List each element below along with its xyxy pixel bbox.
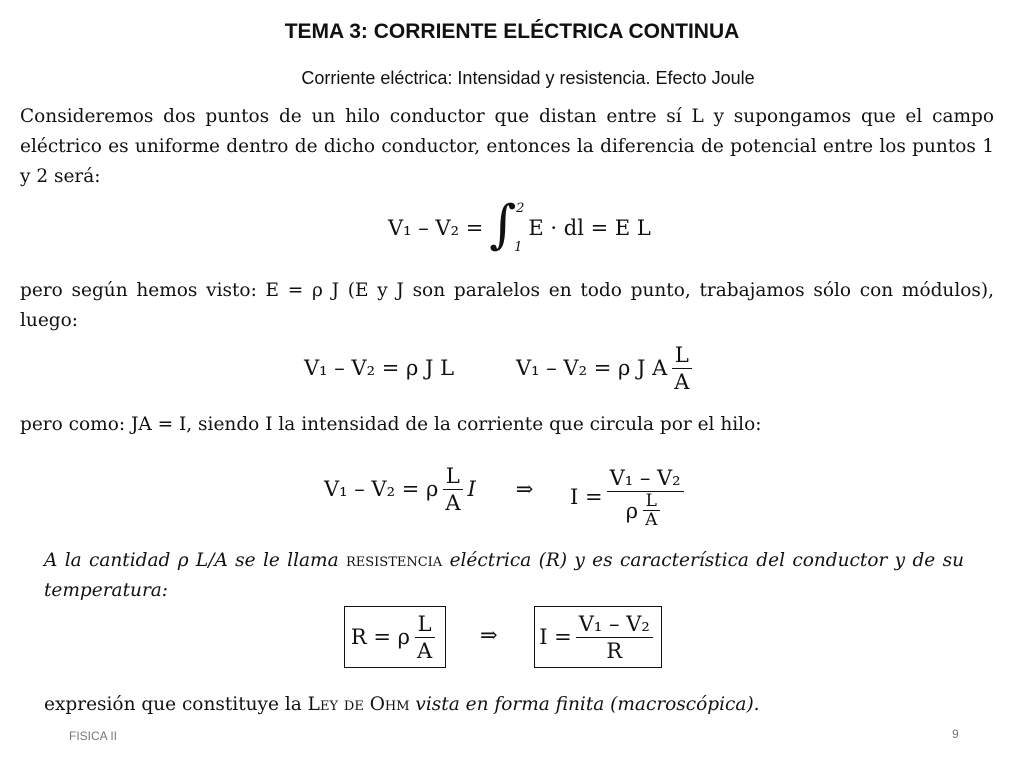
fraction-voltage-over-rhoLA [607, 465, 684, 529]
equation-potential-rhoJL [304, 348, 454, 388]
fraction-L-over-A [414, 611, 435, 664]
frac-den: R [606, 638, 623, 663]
eq2a: V₁ – V₂ = ρ J L [304, 356, 455, 380]
page-subtitle: Corriente eléctrica: Intensidad y resistencia. Efecto Joule [301, 68, 755, 88]
rho-symbol: ρ [625, 498, 639, 523]
implies-arrow: ⇒ [515, 477, 534, 501]
frac-num: L [643, 492, 660, 511]
paragraph-ohm-local: pero según hemos visto: E = ρ J (E y J son paralelos en todo punto, trabajamos sólo con módulos), luego: [20, 280, 994, 331]
footer-page-number: 9 [952, 727, 959, 741]
paragraph-intro: Consideremos dos puntos de un hilo conductor que distan entre sí L y supongamos que el campo eléctrico es uniforme dentro de dicho conductor, entonces la diferencia de potencial entre los puntos 1 y 2 será: [20, 106, 994, 187]
p5-term: Ley de Ohm [307, 694, 410, 715]
paragraph-resistance [44, 546, 964, 606]
eq1-lhs: V₁ – V₂ = [388, 216, 484, 240]
frac-num: V₁ – V₂ [576, 611, 653, 638]
integral-sign: ∫ 2 1 [489, 195, 525, 255]
boxed-equation-ohm [534, 606, 662, 668]
frac-den: A [674, 369, 690, 394]
equation-potential-integral [388, 195, 651, 258]
eq3-tail: I [467, 477, 476, 501]
eq1-integrand: E · dl = E L [528, 216, 651, 240]
frac-den: A [416, 638, 433, 663]
frac-num: L [415, 611, 435, 638]
boxed-equation-resistance [344, 606, 446, 668]
equation-potential-rhoJAL [516, 340, 696, 396]
implies-arrow: ⇒ [480, 623, 498, 647]
fraction-L-over-A [671, 342, 692, 395]
eq3-rhs-lhs: I = [570, 485, 603, 509]
p5-prefix: expresión que constituye la [44, 694, 302, 715]
equation-potential-rhoLAI [324, 460, 533, 518]
integral-lower-limit: 1 [514, 240, 523, 255]
frac-num: V₁ – V₂ [607, 465, 684, 492]
box2-lhs: I = [539, 625, 572, 649]
paragraph-intensity: pero como: JA = I, siendo I la intensidad de la corriente que circula por el hilo: [20, 414, 762, 435]
p4-prefix: A la cantidad ρ L/A se le llama [44, 550, 339, 571]
fraction-voltage-over-R [576, 611, 653, 664]
frac-den [623, 492, 668, 529]
eq2b-lhs: V₁ – V₂ = ρ J A [516, 356, 668, 380]
eq3-lhs: V₁ – V₂ = ρ [324, 477, 439, 501]
p5-suffix: vista en forma finita (macroscópica). [415, 694, 760, 715]
integral-upper-limit: 2 [516, 201, 525, 216]
paragraph-ohm-law [44, 690, 964, 720]
page-title: TEMA 3: CORRIENTE ELÉCTRICA CONTINUA [284, 20, 740, 43]
footer-course: FISICA II [69, 729, 118, 743]
implies-arrow-box [480, 620, 498, 650]
frac-num: L [672, 342, 692, 369]
frac-num: L [443, 463, 463, 490]
p4-term: resistencia [345, 550, 443, 571]
fraction-L-over-A [442, 463, 463, 516]
frac-den: A [445, 490, 461, 515]
p4-suffix: eléctrica (R) y es característica del conductor y de su temperatura: [44, 550, 965, 601]
box1-lhs: R = ρ [350, 625, 410, 649]
fraction-L-over-A-small [642, 492, 660, 529]
equation-intensity [570, 458, 688, 536]
frac-den: A [645, 510, 658, 530]
